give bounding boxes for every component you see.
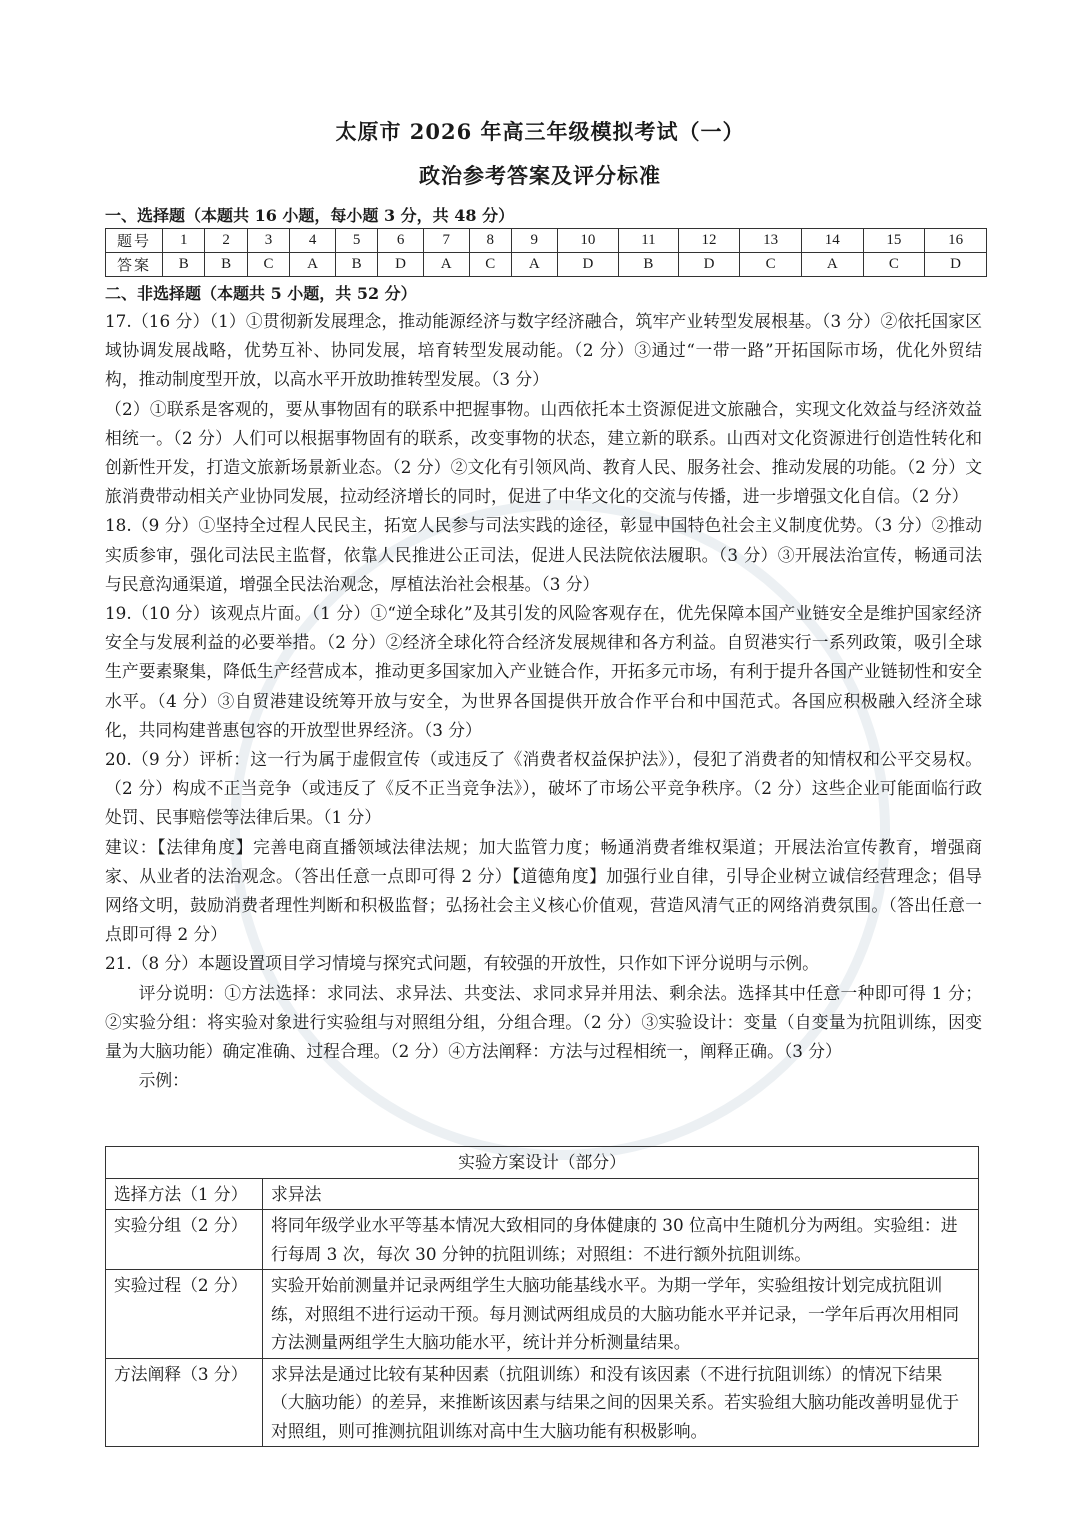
answer-17-part-1: 17.（16 分）（1）①贯彻新发展理念，推动能源经济与数字经济融合，筑牢产业转型发展根基。（3 分）②依托国家区域协调发展战略，优势互补、协同发展，培育转型发展动能。（2 分）③通过“一带一路”开拓国际市场，优化外贸结构，推动制度型开放，以高水平开放助推转型发展。（3 分） (105, 311, 982, 390)
row-content: 将同年级学业水平等基本情况大致相同的身体健康的 30 位高中生随机分为两组。实验组：进行每周 3 次，每次 30 分钟的抗阻训练；对照组：不进行额外抗阻训练。 (263, 1210, 979, 1270)
question-number: 1 (163, 229, 205, 253)
answer-cell: D (925, 253, 987, 277)
answer-cell: B (619, 253, 679, 277)
experiment-design-table (105, 1146, 979, 1447)
experiment-row (106, 1210, 979, 1270)
answer-17-part-2: （2）①联系是客观的，要从事物固有的联系中把握事物。山西依托本土资源促进文旅融合，实现文化效益与经济效益相统一。（2 分）人们可以根据事物固有的联系，改变事物的状态，建立新的联系。山西对文化资源进行创造性转化和创新性开发，打造文旅新场景新业态。（2 分）②文化有引领风尚、教育人民、服务社会、推动发展的功能。（2 分）文旅消费带动相关产业协同发展，拉动经济增长的同时，促进了中华文化的交流与传播，进一步增强文化自信。（2 分） (105, 398, 982, 507)
page-subtitle: 政治参考答案及评分标准 (419, 163, 661, 188)
experiment-table-caption: 实验方案设计（部分） (106, 1147, 979, 1179)
example-label: 示例： (138, 1070, 189, 1091)
answer-21-scoring: 评分说明：①方法选择：求同法、求异法、共变法、求同求异并用法、剩余法。选择其中任意一种即可得 1 分；②实验分组：将实验对象进行实验组与对照组分组，分组合理。（2 分）③实验设计：变量（自变量为抗阻训练，因变量为大脑功能）确定准确、过程合理。（2 分）④方法阐释：方法与过程相统一，阐释正确。（3 分） (105, 982, 982, 1062)
answer-cell: B (335, 253, 377, 277)
answer-20-suggestion: 建议：【法律角度】完善电商直播领域法律法规；加大监管力度；畅通消费者维权渠道；开展法治宣传教育，增强商家、从业者的法治观念。（答出任意一点即可得 2 分）【道德角度】加强行业自律，引导企业树立诚信经营理念；倡导网络文明，鼓励消费者理性判断和积极监督；弘扬社会主义核心价值观，营造风清气正的网络消费氛围。（答出任意一点即可得 2 分） (105, 836, 982, 945)
experiment-row (106, 1358, 979, 1447)
question-number: 13 (740, 229, 802, 253)
answer-cell: C (469, 253, 511, 277)
answer-cell: B (205, 253, 247, 277)
row-label: 选择方法（1 分） (106, 1178, 263, 1210)
question-number: 6 (378, 229, 424, 253)
row-label: 实验过程（2 分） (106, 1270, 263, 1359)
question-number: 7 (423, 229, 469, 253)
answer-20-analysis: 20.（9 分）评析：这一行为属于虚假宣传（或违反了《消费者权益保护法》），侵犯了消费者的知情权和公平交易权。（2 分）构成不正当竞争（或违反了《反不正当竞争法》），破坏了市场公平竞争秩序。（2 分）这些企业可能面临行政处罚、民事赔偿等法律后果。（1 分） (105, 749, 982, 828)
answer-cell: C (740, 253, 802, 277)
question-number: 8 (469, 229, 511, 253)
question-number: 9 (511, 229, 557, 253)
section-2-heading: 二、非选择题（本题共 5 小题，共 52 分） (105, 284, 417, 303)
answer-cell: D (378, 253, 424, 277)
question-number: 16 (925, 229, 987, 253)
question-number: 11 (619, 229, 679, 253)
answer-cell: D (678, 253, 740, 277)
row-content: 实验开始前测量并记录两组学生大脑功能基线水平。为期一学年，实验组按计划完成抗阻训练，对照组不进行运动干预。每月测试两组成员的大脑功能水平并记录，一学年后再次用相同方法测量两组学生大脑功能水平，统计并分析测量结果。 (263, 1270, 979, 1359)
row-label: 实验分组（2 分） (106, 1210, 263, 1270)
answer-cell: C (247, 253, 289, 277)
row-content: 求异法 (263, 1178, 979, 1210)
answer-cell: A (290, 253, 336, 277)
experiment-row (106, 1178, 979, 1210)
answer-21-intro: 21.（8 分）本题设置项目学习情境与探究式问题，有较强的开放性，只作如下评分说明与示例。 (105, 953, 819, 974)
question-number: 15 (863, 229, 925, 253)
question-number: 10 (557, 229, 619, 253)
row-label: 方法阐释（3 分） (106, 1358, 263, 1447)
page-title: 太原市 2026 年高三年级模拟考试（一） (335, 119, 745, 144)
question-number: 5 (335, 229, 377, 253)
answer-cell: A (511, 253, 557, 277)
answer-cell: A (423, 253, 469, 277)
section-1-heading: 一、选择题（本题共 16 小题，每小题 3 分，共 48 分） (105, 206, 515, 225)
answer-cell: C (863, 253, 925, 277)
answer-body (105, 307, 982, 1095)
answer-cell: B (163, 253, 205, 277)
row-content: 求异法是通过比较有某种因素（抗阻训练）和没有该因素（不进行抗阻训练）的情况下结果（大脑功能）的差异，来推断该因素与结果之间的因果关系。若实验组大脑功能改善明显优于对照组，则可推测抗阻训练对高中生大脑功能有积极影响。 (263, 1358, 979, 1447)
question-number-row (106, 229, 987, 253)
answer-cell: A (801, 253, 863, 277)
answer-18: 18.（9 分）①坚持全过程人民民主，拓宽人民参与司法实践的途径，彰显中国特色社会主义制度优势。（3 分）②推动实质参审，强化司法民主监督，依靠人民推进公正司法，促进人民法院依法履职。（3 分）③开展法治宣传，畅通司法与民意沟通渠道，增强全民法治观念，厚植法治社会根基。（3 分） (105, 515, 982, 594)
question-number: 2 (205, 229, 247, 253)
row-label: 题号 (106, 229, 163, 253)
question-number: 3 (247, 229, 289, 253)
answer-cell: D (557, 253, 619, 277)
question-number: 14 (801, 229, 863, 253)
row-label: 答案 (106, 253, 163, 277)
question-number: 4 (290, 229, 336, 253)
answer-key-table (105, 228, 987, 277)
answer-19: 19.（10 分）该观点片面。（1 分）①“逆全球化”及其引发的风险客观存在，优先保障本国产业链安全是维护国家经济安全与发展利益的必要举措。（2 分）②经济全球化符合经济发展规律和各方利益。自贸港实行一系列政策，吸引全球生产要素聚集，降低生产经营成本，推动更多国家加入产业链合作，开拓多元市场，有利于提升各国产业链韧性和安全水平。（4 分）③自贸港建设统筹开放与安全，为世界各国提供开放合作平台和中国范式。各国应积极融入经济全球化，共同构建普惠包容的开放型世界经济。（3 分） (105, 603, 982, 740)
answer-row (106, 253, 987, 277)
question-number: 12 (678, 229, 740, 253)
experiment-row (106, 1270, 979, 1359)
